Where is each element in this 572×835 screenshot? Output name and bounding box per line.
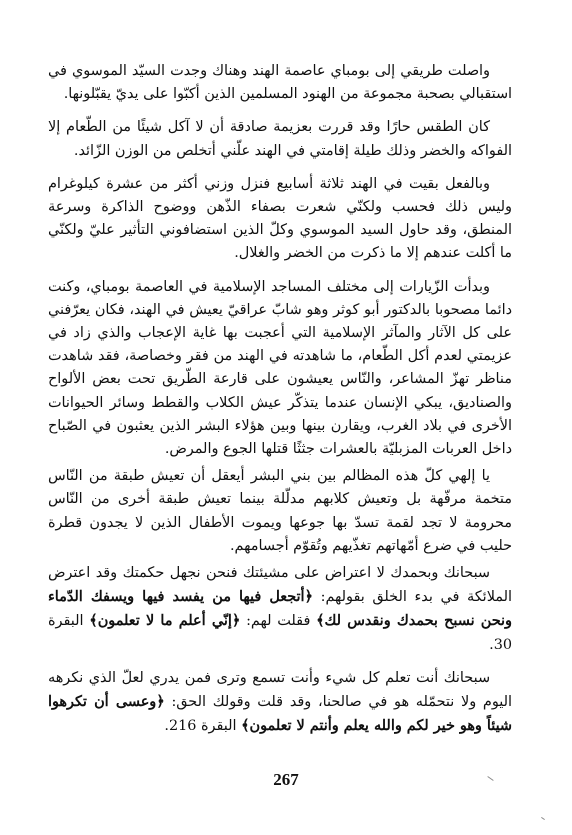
verse-reference: البقرة 30.: [48, 613, 512, 653]
quran-quote: ﴿إنّي أعلم ما لا تعلمون﴾: [89, 612, 241, 630]
paragraph-diet-decision: كان الطقس حارًا وقد قررت بعزيمة صادقة أن لا آكل شيئًا من الطّعام إلا الفواكه والخضر وذلك طيلة إقامتي في الهند علّني أتخلص من الوزن الزّائد.: [48, 119, 512, 159]
paragraph-injustice: يا إلهي كلّ هذه المظالم بين بني البشر أيعقل أن تعيش طبقة من النّاس متخمة مرفّهة بل وتعيش كلابهم مدلّلة بينما تعيش طبقة أخرى من النّاس محرومة لا تجد لقمة تسدّ بها جوعها ويموت الأطفال الذين لا يجدون قطرة حليب في ضرع أمّهاتهم تغذّيهم وتُقوّم أجسامهم.: [48, 468, 512, 554]
verse-reference: البقرة 216.: [164, 718, 242, 735]
body-text: [48, 60, 512, 748]
quran-quote: ﴿أتجعل فيها من يفسد فيها ويسفك الدّماء ونحن نسبح بحمدك ونقدس لك﴾: [48, 588, 512, 630]
paragraph-weight-loss: وبالفعل بقيت في الهند ثلاثة أسابيع فنزل وزني أكثر من عشرة كيلوغرام وليس ذلك فحسب ولكنّي شعرت بصفاء الذّهن ووضوح الذاكرة وسرعة المنطق، وقد حاول السيد الموسوي وكلّ الذين استضافوني التأثير عليّ ولكنّي ما أكلت عندهم إلا ما ذكرت من الخضر والغلال.: [48, 175, 512, 262]
paragraph-arrival-bombay: واصلت طريقي إلى بومباي عاصمة الهند وهناك وجدت السيّد الموسوي في استقبالي بصحبة مجموعة من الهنود المسلمين الذين أكبّوا على يديّ يقبّلونها.: [48, 63, 512, 103]
paragraph-closing-verse: سبحانك أنت تعلم كل شيء وأنت تسمع وترى فمن يدري لعلّ الذي نكرهه اليوم ولا نتحمّله هو في صالحنا، وقد قلت وقولك الحق: ﴿وعسى أن تكرهوا شيئاً وهو خير لكم والله يعلم وأنتم لا تعلمون﴾ البقرة 216.: [48, 669, 512, 735]
page-number: 267: [273, 770, 299, 789]
scan-artifact: [541, 817, 545, 820]
paragraph-angels-verse: سبحانك وبحمدك لا اعتراض على مشيئتك فنحن نجهل حكمتك وقد اعترض الملائكة في بدء الخلق بقولهم: ﴿أتجعل فيها من يفسد فيها ويسفك الدّماء ونحن نسبح بحمدك ونقدس لك﴾ فقلت لهم: ﴿إنّي أعلم ما لا تعلمون﴾ البقرة 30.: [48, 565, 512, 653]
quran-quote: ﴿وعسى أن تكرهوا شيئاً وهو خير لكم والله يعلم وأنتم لا تعلمون﴾: [48, 693, 512, 735]
paragraph-mosque-visits: وبدأت الزّيارات إلى مختلف المساجد الإسلامية في العاصمة بومباي، وكنت دائما مصحوبا بالدكتور أبو كوثر وهو شابّ عراقيّ يعيش في الهند، فكان يعرّفني على كل الآثار والمآثر الإسلامية التي أعجبت بها غاية الإعجاب والذي زاد في عزيمتي لعدم أكل الطّعام، ما شاهدته في الهند من فقر وخصاصة، فقد شاهدت مناظر تهزّ المشاعر، والنّاس يعيشون على قارعة الطّريق تحت بعض الألواح والصناديق، يبكي الإنسان عندما يتذكّر عيش الكلاب والقطط وسائر الحيوانات الأخرى في بلاد الغرب، ويقارن بينها وبين هؤلاء البشر الذين يعثبون في الصّباح داخل العربات المزبليّة بالعشرات جثثًا قتلها الجوع والمرض.: [48, 278, 512, 458]
